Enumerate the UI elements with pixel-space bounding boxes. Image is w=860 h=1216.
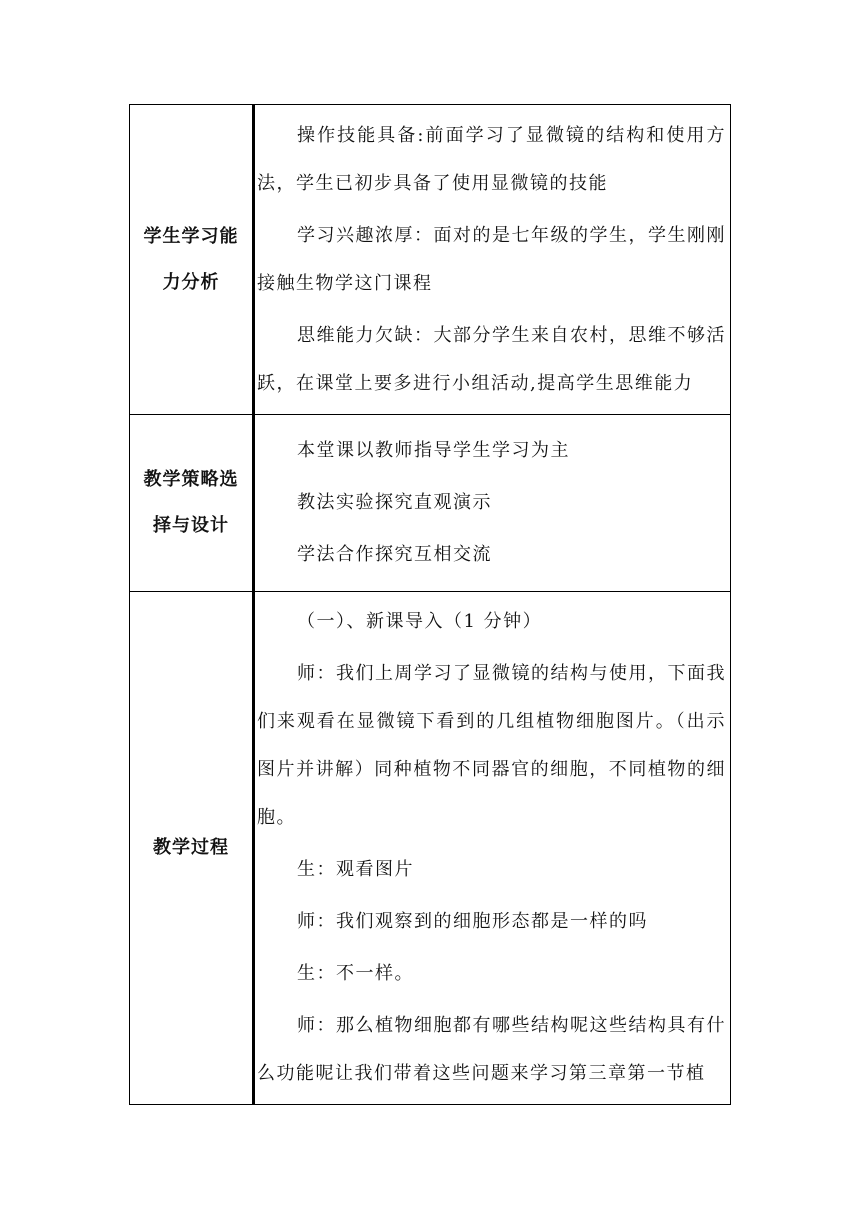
table-row [130, 592, 731, 1105]
label-line: 教学策略选 [143, 469, 239, 490]
paragraph: 师：我们上周学习了显微镜的结构与使用，下面我们来观看在显微镜下看到的几组植物细胞图片。（出示图片并讲解）同种植物不同器官的细胞，不同植物的细胞。 [257, 663, 726, 828]
table-row [130, 105, 731, 415]
label-line: 择与设计 [153, 515, 229, 536]
row-content-teaching-strategy [254, 415, 731, 592]
row-content-ability-analysis [254, 105, 731, 415]
paragraph: 思维能力欠缺：大部分学生来自农村，思维不够活跃，在课堂上要多进行小组活动,提高学生思维能力 [257, 324, 726, 394]
label-line: 力分析 [162, 271, 220, 293]
row-content-teaching-process [254, 592, 731, 1105]
paragraph: 生：观看图片 [297, 859, 414, 880]
row-label-teaching-strategy [130, 415, 254, 592]
paragraph: 学习兴趣浓厚：面对的是七年级的学生，学生刚刚接触生物学这门课程 [257, 224, 726, 294]
label-line: 教学过程 [153, 837, 229, 858]
paragraph: 操作技能具备:前面学习了显微镜的结构和使用方法，学生已初步具备了使用显微镜的技能 [257, 124, 726, 194]
row-label-teaching-process [130, 592, 254, 1105]
paragraph: （一）、新课导入（1 分钟） [297, 611, 543, 632]
lesson-plan-table [129, 104, 731, 1105]
table-row [130, 415, 731, 592]
row-label-ability-analysis [130, 105, 254, 415]
paragraph: 师：我们观察到的细胞形态都是一样的吗 [297, 911, 648, 932]
paragraph: 教法实验探究直观演示 [297, 492, 492, 513]
paragraph: 学法合作探究互相交流 [297, 544, 492, 565]
label-line: 学生学习能 [143, 225, 239, 247]
paragraph: 师：那么植物细胞都有哪些结构呢这些结构具有什么功能呢让我们带着这些问题来学习第三章第一节植 [257, 1015, 726, 1084]
paragraph: 生：不一样。 [297, 963, 414, 984]
paragraph: 本堂课以教师指导学生学习为主 [297, 440, 570, 461]
